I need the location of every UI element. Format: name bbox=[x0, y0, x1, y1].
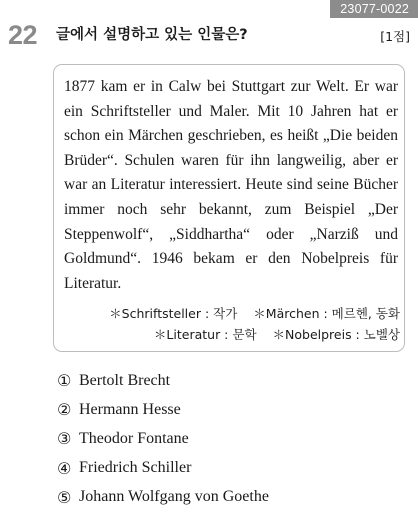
answer-option-1[interactable] bbox=[57, 366, 269, 395]
glossary-meaning-maerchen: 메르헨, 동화 bbox=[331, 306, 400, 321]
answer-option-5[interactable] bbox=[57, 483, 269, 512]
glossary-term-schriftsteller: ＊Schriftsteller : bbox=[109, 306, 210, 321]
answer-options bbox=[57, 366, 269, 512]
passage-text: 1877 kam er in Calw bei Stuttgart zur Welt. Er war ein Schriftsteller und Maler. Mit 10 Jahren hat er schon ein Märchen geschrieben, es heißt „Die beiden Brüder“. Schulen waren für ihn langweilig, aber er war an Literatur interessiert. Heute sind seine Bücher immer noch sehr bekannt, zum Beispiel „Der Steppenwolf“, „Siddhartha“ oder „Narziß und Goldmund“. 1946 bekam er den Nobelpreis für Literatur. bbox=[64, 78, 398, 292]
answer-option-4[interactable] bbox=[57, 454, 269, 483]
glossary-meaning-schriftsteller: 작가 bbox=[213, 306, 238, 321]
option-5-label: Johann Wolfgang von Goethe bbox=[79, 488, 269, 506]
glossary-meaning-literatur: 문학 bbox=[232, 327, 257, 342]
option-1-marker: ① bbox=[57, 371, 72, 391]
option-3-label: Theodor Fontane bbox=[79, 429, 189, 447]
option-5-marker: ⑤ bbox=[57, 487, 72, 507]
option-2-label: Hermann Hesse bbox=[79, 400, 181, 418]
glossary-line-1 bbox=[109, 305, 400, 323]
question-code-tag: 23077-0022 bbox=[330, 0, 418, 18]
glossary-term-nobelpreis: ＊Nobelpreis : bbox=[272, 327, 360, 342]
option-3-marker: ③ bbox=[57, 429, 72, 449]
question-number: 22 bbox=[8, 20, 38, 50]
glossary-term-literatur: ＊Literatur : bbox=[153, 327, 229, 342]
answer-option-3[interactable] bbox=[57, 424, 269, 453]
question-points: [1점] bbox=[380, 29, 410, 44]
option-2-marker: ② bbox=[57, 400, 72, 420]
glossary-term-maerchen: ＊Märchen : bbox=[253, 306, 328, 321]
option-4-label: Friedrich Schiller bbox=[79, 459, 192, 477]
glossary-meaning-nobelpreis: 노벨상 bbox=[363, 327, 400, 342]
glossary-line-2 bbox=[154, 326, 400, 344]
answer-option-2[interactable] bbox=[57, 395, 269, 424]
option-1-label: Bertolt Brecht bbox=[79, 371, 171, 389]
option-4-marker: ④ bbox=[57, 458, 72, 478]
question-prompt: 글에서 설명하고 있는 인물은? bbox=[56, 27, 248, 43]
